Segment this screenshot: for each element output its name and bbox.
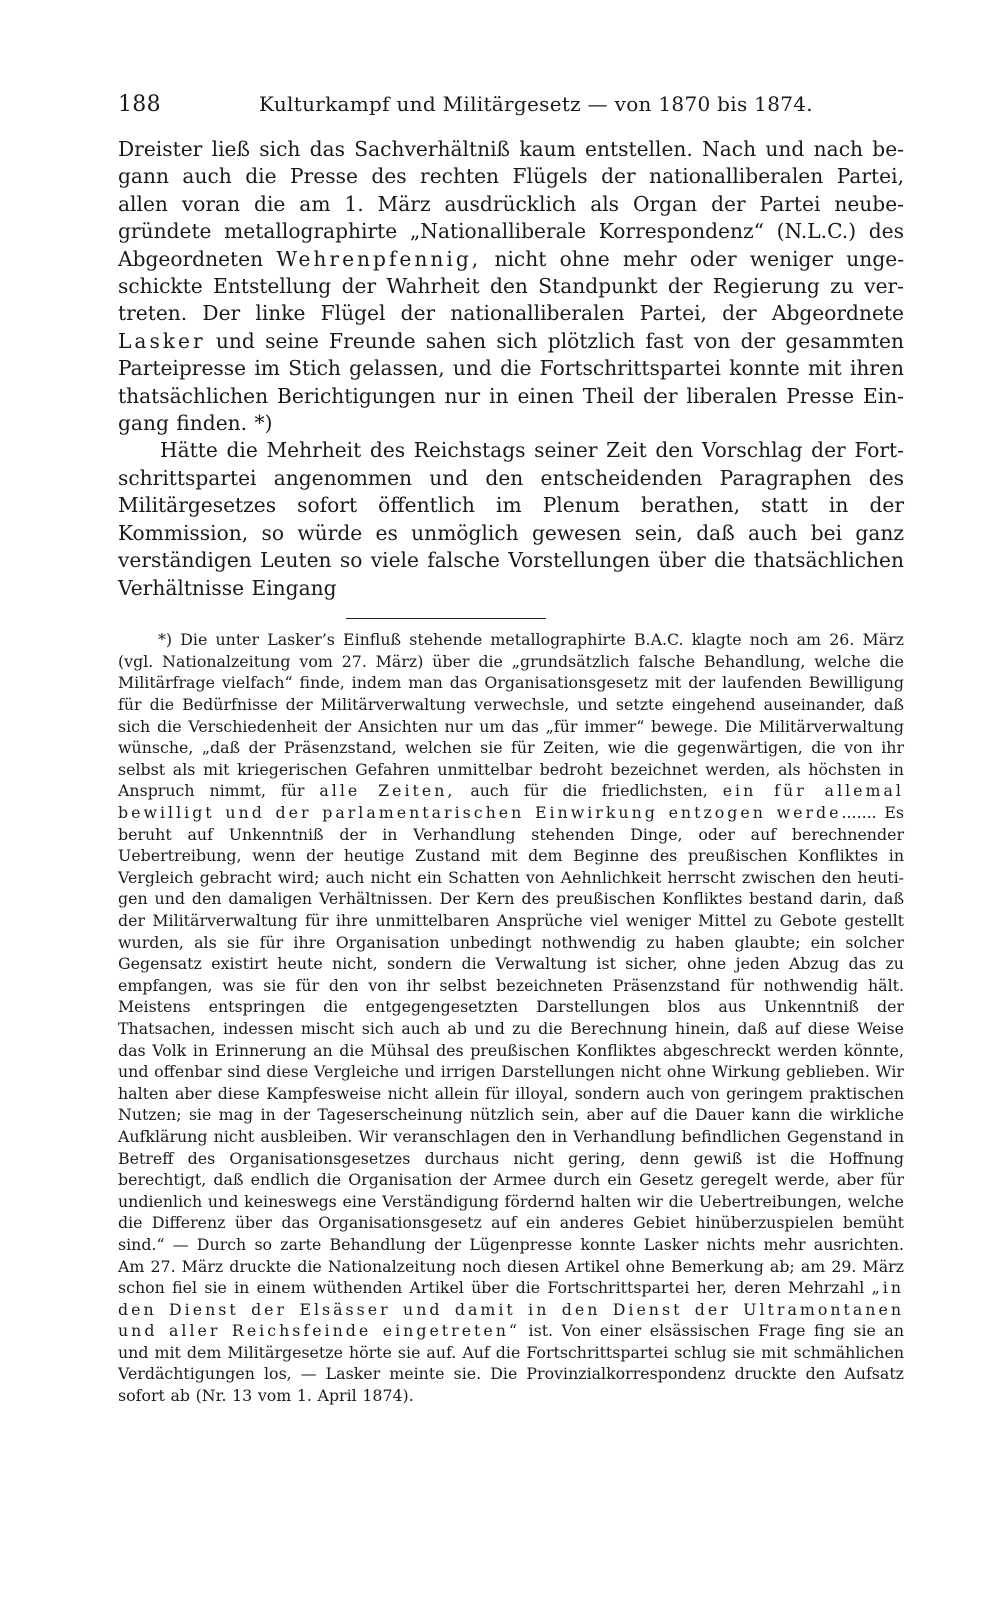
footnote-part-a: *) Die unter Lasker’s Einfluß stehende metallographirte B.A.C. klagte noch am 26. März (vgl. Nationalzeitung vom 27. März) über die „grundsätzlich falsche Behandlung, welche die Militärfrage vielfach“ finde, indem man das Organisationsgesetz mit der laufenden Bewilligung für die Bedürfnisse der Militärverwaltung verwechsle, und setzte eingehend auseinander, daß sich die Verschiedenheit der Ansichten nur um das „für immer“ bewege. Die Militärverwaltung wünsche, „daß der Präsenzstand, welchen sie für Zeiten, wie die gegenwärtigen, die von ihr selbst als mit kriegerischen Gefahren unmittelbar bedroht bezeichnet werden, als höchsten in Anspruch nimmt, für: [118, 630, 904, 801]
main-text: [118, 136, 904, 602]
footnote-spaced-1: alle Zeiten,: [319, 781, 456, 801]
footnote-part-b: auch für die friedlichsten,: [470, 781, 708, 801]
paragraph-1: [118, 136, 904, 437]
paragraph-1-part-c: und seine Freunde sahen sich plötzlich fast von der gesammten Parteipresse im Stich gelassen, und die Fortschrittspartei konnte mit ihren thatsächlichen Berichtigungen nur in einen Theil der liberalen Presse Eingang finden. *): [118, 328, 904, 436]
page-number: 188: [118, 92, 161, 117]
footnote-part-d: ist. Von einer elsässischen Frage fing sie an und mit dem Militärgesetze hörte sie auf. Auf die Fortschrittspartei schlug sie mit schmählichen Verdächtigungen los, — Lasker meinte sie. Die Provinzialkorrespondenz druckte den Aufsatz sofort ab (Nr. 13 vom 1. April 1874).: [118, 1321, 905, 1406]
running-title: Kulturkampf und Militärgesetz — von 1870 bis 1874.: [259, 92, 813, 116]
page-header: [118, 92, 904, 128]
footnote-divider: [346, 618, 546, 619]
paragraph-2: Hätte die Mehrheit des Reichstags seiner Zeit den Vorschlag der Fortschrittspartei angenommen und den entscheidenden Paragraphen des Militärgesetzes sofort öffentlich im Plenum berathen, statt in der Kommission, so würde es unmöglich gewesen sein, daß auch bei ganz verständigen Leuten so viele falsche Vorstellungen über die thatsächlichen Verhältnisse Eingang: [118, 438, 904, 600]
footnote-part-c: ....... Es beruht auf Unkenntniß der in Verhandlung stehenden Dinge, oder auf berechnender Uebertreibung, wenn der heutige Zustand mit dem Beginne des preußischen Konfliktes in Vergleich gebracht wird; auch nicht ein Schatten von Aehnlichkeit herrscht zwischen den heutigen und den damaligen Verhältnissen. Der Kern des preußischen Konfliktes bestand darin, daß der Militärverwaltung für ihre unmittelbaren Ansprüche viel weniger Mittel zu Gebote gestellt wurden, als sie für ihre Organisation unbedingt nothwendig zu haben glaubte; ein solcher Gegensatz existirt heute nicht, sondern die Verwaltung ist sicher, ohne jeden Abzug das zu empfangen, was sie für den von ihr selbst bezeichneten Präsenzstand für nothwendig hält. Meistens entspringen die entgegengesetzten Darstellungen blos aus Unkenntniß der Thatsachen, indessen mischt sich auch ab und zu die Berechnung hinein, daß auf diese Weise das Volk in Erinnerung an die Mühsal des preußischen Konfliktes abgeschreckt werden könnte, und offenbar sind diese Vergleiche und irrigen Darstellungen nicht ohne Wirkung geblieben. Wir halten aber diese Kampfesweise nicht allein für illoyal, sondern auch von geringem praktischen Nutzen; sie mag in der Tageserscheinung nützlich sein, aber auf die Dauer kann die wirkliche Aufklärung nicht ausbleiben. Wir veranschlagen den in Verhandlung befindlichen Gegenstand in Betreff des Organisationsgesetzes durchaus nicht gering, denn gewiß ist die Hoffnung berechtigt, daß endlich die Organisation der Armee durch ein Gesetz geregelt werde, aber für undienlich und keineswegs eine Verständigung fördernd halten wir die Uebertreibungen, welche die Differenz über das Organisationsgesetz auf ein anderes Gebiet hinüberzuspielen bemüht sind.“ — Durch so zarte Behandlung der Lügenpresse konnte Lasker nichts mehr ausrichten. Am 27. März druckte die Nationalzeitung noch diesen Artikel ohne Bemerkung ab; am 29. März schon fiel sie in einem wüthenden Artikel über die Fortschrittspartei her, deren Mehrzahl: [118, 803, 904, 1298]
paragraph-1-part-a: Dreister ließ sich das Sachverhältniß kaum entstellen. Nach und nach begann auch die Presse des rechten Flügels der nationalliberalen Partei, allen voran die am 1. März ausdrücklich als Organ der Partei neubegründete metallographirte „Nationalliberale Korrespondenz“ (N.L.C.) des Abgeordneten: [118, 137, 904, 271]
name-lasker: Lasker: [118, 328, 206, 353]
name-wehrenpfennig: Wehrenpfennig,: [276, 246, 482, 271]
paragraph-1-part-b: nicht ohne mehr oder weniger ungeschickte Entstellung der Wahrheit den Standpunkt der Regierung zu vertreten. Der linke Flügel der nationalliberalen Partei, der Abgeordnete: [118, 246, 905, 326]
footnote-spaced-2: ein für allemal bewilligt und der parlamentarischen Einwirkung entzogen werde: [118, 781, 904, 823]
footnote-spaced-3: „in den Dienst der Elsässer und damit in den Dienst der Ultramontanen und aller Reichsfeinde eingetreten“: [118, 1278, 904, 1341]
footnote: [118, 629, 904, 1406]
